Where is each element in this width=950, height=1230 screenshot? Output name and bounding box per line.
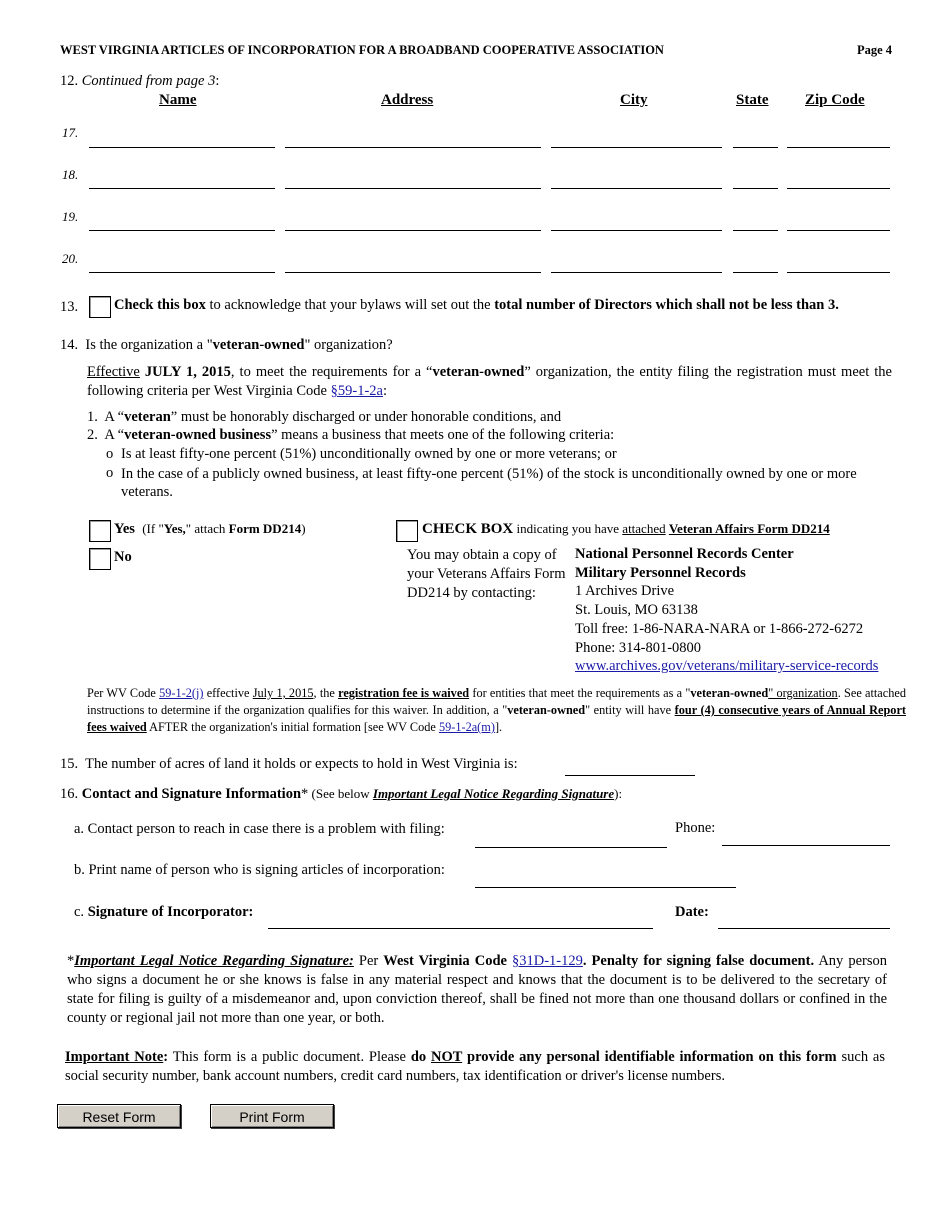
row-number-20: 20.: [62, 251, 79, 266]
row-number-18: 18.: [62, 167, 79, 182]
criteria-2-bold: veteran-owned business: [124, 427, 272, 443]
fee-bold-1: registration fee is waived: [338, 686, 470, 700]
legal-penalty: . Penalty for signing false document.: [582, 953, 815, 969]
row-number-19: 19.: [62, 209, 79, 224]
directors-checkbox[interactable]: [89, 296, 111, 318]
column-header-zip-code: Zip Code: [805, 92, 865, 108]
contact-address-block: [575, 545, 878, 676]
item-13-text: [114, 297, 914, 314]
note-do: do: [410, 1049, 427, 1065]
criteria-2-pre: A “: [104, 427, 125, 443]
signature-input[interactable]: [268, 910, 653, 929]
row-19-address-input[interactable]: [285, 212, 541, 231]
column-header-state: State: [736, 92, 769, 108]
contact-toll-free: Toll free: 1-86-NARA-NARA or 1-866-272-6272: [575, 620, 864, 637]
fee-p4: for entities that meet the requirements as a ": [469, 686, 691, 700]
phone-label: Phone:: [675, 820, 716, 836]
fee-bold-4: four (4) consecutive years of Annual Report fees waived: [87, 703, 906, 734]
note-text-2: such as social security number, bank account numbers, credit card numbers, tax identification or driver's license numbers.: [65, 1049, 885, 1084]
criteria-2: [87, 427, 614, 444]
row-19-city-input[interactable]: [551, 212, 722, 231]
row-18-city-input[interactable]: [551, 170, 722, 189]
effective-text-2: ” organization, the entity filing the registration must meet the following criteria per West Virginia Code: [87, 364, 892, 399]
fee-p8: AFTER the organization's initial formation [see WV Code: [146, 720, 439, 734]
fee-waiver-paragraph: [87, 685, 906, 736]
archives-website-link[interactable]: www.archives.gov/veterans/military-service-records: [575, 658, 879, 675]
legal-body: Any person who signs a document he or she knows is false in any material respect and knows that the document is to be delivered to the secretary of state for filing is guilty of a misdemeanor and, upon conviction thereof, shall be fined not more than one thousand dollars or confined in the county or regional jail not more than one year, or both.: [67, 953, 887, 1026]
print-name-label: b. Print name of person who is signing articles of incorporation:: [74, 862, 445, 878]
check-box-text: indicating you have: [513, 521, 623, 536]
contact-address-1: 1 Archives Drive: [575, 583, 675, 600]
note-text-1: This form is a public document. Please: [168, 1049, 411, 1065]
contact-phone: Phone: 314-801-0800: [575, 639, 702, 656]
item-16-star: *: [301, 786, 309, 802]
effective-label: Effective: [87, 364, 140, 380]
sub-criteria-2: In the case of a publicly owned business, at least fifty-one percent (51%) of the stock is unconditionally owned by one or more veterans.: [121, 466, 857, 500]
item-13-bold-2: total number of Directors which shall not be less than 3.: [494, 297, 839, 313]
item-15-label: [60, 756, 518, 773]
row-number-17: 17.: [62, 125, 79, 140]
legal-notice-link[interactable]: Important Legal Notice Regarding Signature: [372, 786, 615, 801]
signature-bold: Signature of Incorporator:: [87, 904, 254, 920]
fee-p9: ].: [494, 720, 503, 734]
item-12-number: 12.: [60, 73, 79, 89]
item-13-number: 13.: [60, 299, 79, 315]
row-20-zip-input[interactable]: [787, 254, 890, 273]
contact-address-2: St. Louis, MO 63138: [575, 602, 698, 619]
item-13-bold-1: Check this box: [114, 297, 206, 313]
criteria-1-post: ” must be honorably discharged or under honorable conditions, and: [170, 409, 562, 425]
sub-bullet-1: o: [106, 446, 114, 462]
effective-date: JULY 1, 2015: [144, 364, 231, 380]
item-14-effective-paragraph: [87, 363, 892, 401]
row-20-state-input[interactable]: [733, 254, 778, 273]
wv-code-59-1-2j-link[interactable]: 59-1-2(j): [159, 686, 204, 700]
yes-note-mid: " attach: [185, 521, 229, 536]
yes-note-end: ): [301, 521, 306, 536]
criteria-2-number: 2.: [87, 427, 98, 443]
sub-bullet-2: o: [106, 465, 114, 481]
item-16-heading: [60, 786, 622, 803]
item-12-heading: [60, 73, 219, 90]
contact-org-1: National Personnel Records Center: [575, 546, 794, 562]
yes-note-form: Form DD214: [228, 521, 302, 536]
legal-code-bold: West Virginia Code: [383, 953, 507, 969]
item-15-number: 15.: [60, 756, 79, 772]
row-17-zip-input[interactable]: [787, 129, 890, 148]
contact-org-2: Military Personnel Records: [575, 564, 746, 581]
page-number: Page 4: [857, 43, 893, 57]
criteria-2-post: ” means a business that meets one of the following criteria:: [271, 427, 615, 443]
wv-code-59-1-2am-link[interactable]: 59-1-2a(m): [438, 720, 495, 734]
criteria-1-number: 1.: [87, 409, 98, 425]
legal-per: Per: [353, 953, 384, 969]
item-13-body: to acknowledge that your bylaws will set out the: [205, 297, 495, 313]
row-18-state-input[interactable]: [733, 170, 778, 189]
row-20-address-input[interactable]: [285, 254, 541, 273]
criteria-1-pre: A “: [104, 409, 125, 425]
item-14-question: [60, 337, 393, 354]
fee-p6: . See attached instructions to determine if the organization qualifies for this waiver. In addition, a ": [87, 686, 906, 717]
date-label: Date:: [675, 904, 709, 920]
row-20-name-input[interactable]: [89, 254, 275, 273]
criteria-1: [87, 409, 561, 426]
legal-notice-paragraph: [67, 952, 887, 1028]
item-16-number: 16.: [60, 786, 79, 802]
row-18-address-input[interactable]: [285, 170, 541, 189]
item-14-q-pre: Is the organization a ": [85, 337, 213, 353]
fee-p1: Per WV Code: [87, 686, 160, 700]
fee-date: July 1, 2015: [252, 686, 314, 700]
note-colon: :: [163, 1049, 169, 1065]
row-18-zip-input[interactable]: [787, 170, 890, 189]
row-17-state-input[interactable]: [733, 129, 778, 148]
phone-input[interactable]: [722, 827, 890, 846]
legal-star: *: [67, 953, 75, 969]
effective-end: :: [382, 383, 387, 399]
item-15-text: The number of acres of land it holds or expects to hold in West Virginia is:: [85, 756, 518, 772]
effective-text-1: , to meet the requirements for a “: [230, 364, 433, 380]
row-17-city-input[interactable]: [551, 129, 722, 148]
item-14-number: 14.: [60, 337, 79, 353]
column-header-address: Address: [381, 92, 434, 108]
dd214-attached-checkbox[interactable]: [396, 520, 418, 542]
fee-bold-3: veteran-owned: [507, 703, 586, 717]
row-17-name-input[interactable]: [89, 129, 275, 148]
row-18-name-input[interactable]: [89, 170, 275, 189]
item-14-q-bold: veteran-owned: [212, 337, 305, 353]
yes-note-pre: (If ": [142, 521, 164, 536]
check-box-form-name: Veteran Affairs Form DD214: [668, 521, 830, 536]
veteran-yes-checkbox[interactable]: [89, 520, 111, 542]
note-not: NOT: [431, 1049, 463, 1065]
row-17-address-input[interactable]: [285, 129, 541, 148]
contact-person-input[interactable]: [475, 829, 667, 848]
item-12-label: Continued from page 3: [81, 73, 216, 89]
date-input[interactable]: [718, 910, 890, 929]
print-form-button[interactable]: Print Form: [210, 1104, 334, 1128]
yes-note-bold: Yes,: [163, 521, 186, 536]
acres-input[interactable]: [565, 757, 695, 776]
item-16-paren-post: ):: [614, 786, 623, 801]
sub-criteria-1: Is at least fifty-one percent (51%) unconditionally owned by one or more veterans; or: [121, 446, 617, 462]
fee-p7: " entity will have: [585, 703, 675, 717]
signature-label: [74, 904, 253, 921]
fee-p2: effective: [203, 686, 253, 700]
fee-bold-2: veteran-owned: [690, 686, 769, 700]
legal-title: Important Legal Notice Regarding Signature:: [74, 953, 354, 969]
item-14-q-post: " organization?: [304, 337, 393, 353]
obtain-copy-text: You may obtain a copy of your Veterans Affairs Form DD214 by contacting:: [407, 547, 566, 601]
row-19-name-input[interactable]: [89, 212, 275, 231]
wv-code-31d-1-129-link[interactable]: §31D-1-129: [512, 953, 583, 969]
yes-text: Yes: [114, 521, 135, 537]
effective-bold: veteran-owned: [432, 364, 525, 380]
dd214-checkbox-label: [422, 521, 830, 538]
form-title: WEST VIRGINIA ARTICLES OF INCORPORATION FOR A BROADBAND COOPERATIVE ASSOCIATION: [60, 43, 664, 57]
row-20-city-input[interactable]: [551, 254, 722, 273]
row-19-zip-input[interactable]: [787, 212, 890, 231]
column-header-city: City: [620, 92, 648, 108]
item-16-bold: Contact and Signature Information: [81, 786, 302, 802]
check-box-attached: attached: [622, 521, 666, 536]
contact-person-label: a. Contact person to reach in case there is a problem with filing:: [74, 821, 445, 837]
note-bold-text: provide any personal identifiable information on this form: [462, 1049, 837, 1065]
reset-form-button[interactable]: Reset Form: [57, 1104, 181, 1128]
item-12-colon: :: [215, 73, 220, 89]
print-name-input[interactable]: [475, 869, 736, 888]
veteran-yes-label: [114, 521, 306, 538]
column-header-name: Name: [159, 92, 197, 108]
wv-code-59-1-2a-link[interactable]: §59-1-2a: [330, 383, 383, 399]
veteran-no-checkbox[interactable]: [89, 548, 111, 570]
check-box-bold: CHECK BOX: [422, 521, 514, 537]
row-19-state-input[interactable]: [733, 212, 778, 231]
note-label: Important Note: [65, 1049, 164, 1065]
criteria-1-bold: veteran: [124, 409, 171, 425]
important-note-paragraph: [65, 1048, 885, 1086]
signature-prefix: c.: [74, 904, 88, 920]
veteran-no-label: No: [114, 549, 132, 565]
item-16-paren-pre: (See below: [308, 786, 373, 801]
fee-p5: " organization: [768, 686, 838, 700]
fee-p3: , the: [313, 686, 339, 700]
